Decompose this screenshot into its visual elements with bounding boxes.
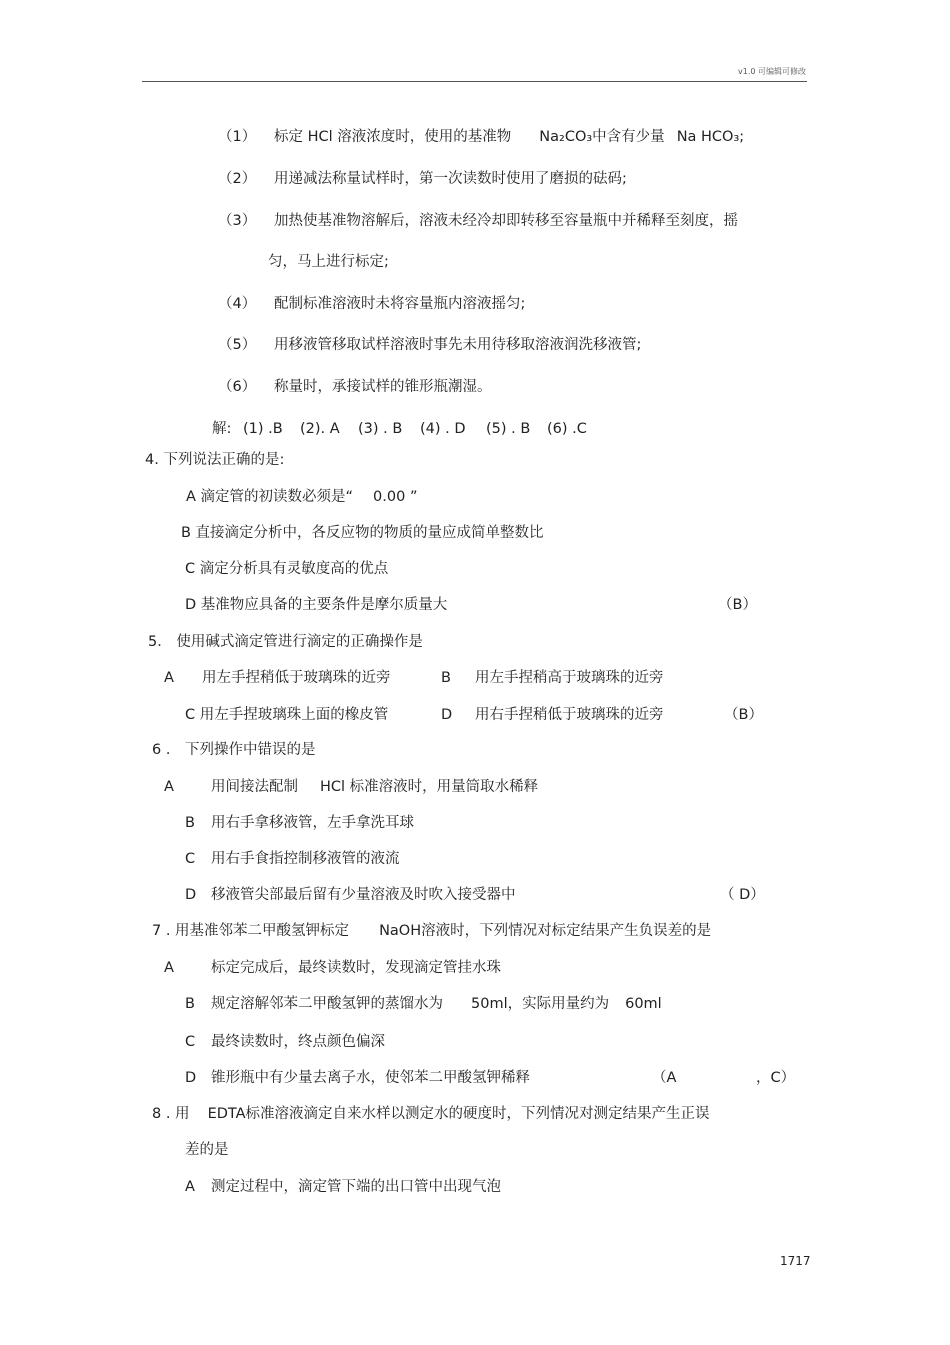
option-letter: D — [441, 707, 453, 723]
question-7-option-c: 最终读数时，终点颜色偏深 — [211, 1034, 385, 1050]
option-text: 50ml，实际用量约为 — [471, 996, 610, 1012]
question-5-stem: 5． 使用碱式滴定管进行滴定的正确操作是 — [148, 634, 423, 650]
solution-answer: (1) .B — [243, 421, 283, 437]
sub-item-text: 加热使基准物溶解后，溶液未经冷却即转移至容量瓶中并稀释至刻度，摇 — [274, 213, 738, 229]
solution-answer: (5) . B — [486, 421, 531, 437]
question-6-answer: （ D） — [720, 887, 765, 903]
sub-item-5 — [218, 336, 641, 354]
option-letter: A — [185, 1179, 195, 1195]
question-7-stem — [152, 922, 711, 940]
question-8-option-a: 测定过程中，滴定管下端的出口管中出现气泡 — [211, 1179, 501, 1195]
option-text: HCl 标准溶液时，用量筒取水稀释 — [320, 779, 539, 795]
question-5-option-c: C 用左手捏玻璃珠上面的橡皮管 — [185, 707, 389, 723]
option-letter: A — [164, 960, 174, 976]
question-8-stem-continued: 差的是 — [185, 1142, 229, 1158]
sub-item-3-continued: 匀，马上进行标定; — [268, 254, 389, 270]
solution-answer: (4) . D — [420, 421, 466, 437]
question-7-option-b — [211, 995, 662, 1013]
stem-text: 7 . 用基准邻苯二甲酸氢钾标定 — [152, 923, 350, 939]
sub-item-text: 用移液管移取试样溶液时事先未用待移取溶液润洗移液管; — [274, 337, 642, 353]
question-6-option-c: 用右手食指控制移液管的液流 — [211, 851, 400, 867]
option-text: 60ml — [625, 996, 662, 1012]
question-6-stem: 6 ． 下列操作中错误的是 — [152, 742, 316, 758]
option-text: 0.00 ” — [373, 489, 418, 505]
solution-label: 解: — [212, 421, 232, 437]
sub-item-text: 配制标准溶液时未将容量瓶内溶液摇匀; — [274, 296, 526, 312]
option-letter: C — [185, 1034, 196, 1050]
question-6-option-b: 用右手拿移液管，左手拿洗耳球 — [211, 815, 414, 831]
sub-item-text: Na₂CO₃中含有少量 — [539, 129, 665, 145]
stem-text: EDTA标准溶液滴定自来水样以测定水的硬度时，下列情况对测定结果产生正误 — [207, 1106, 710, 1122]
question-5-option-d: 用右手捏稍低于玻璃珠的近旁 — [475, 707, 664, 723]
sub-item-2 — [218, 170, 627, 188]
stem-text: NaOH溶液时，下列情况对标定结果产生负误差的是 — [379, 923, 712, 939]
sub-item-text: Na HCO₃; — [676, 129, 745, 145]
option-letter: D — [185, 1070, 197, 1086]
question-8-stem — [152, 1105, 710, 1123]
sub-item-number: （2） — [218, 171, 257, 187]
question-7-answer-c: ，C） — [756, 1070, 796, 1086]
option-text: 用间接法配制 — [211, 779, 298, 795]
option-letter: B — [185, 815, 195, 831]
solution-answer: (3) . B — [358, 421, 403, 437]
question-7-answer-a: （A — [652, 1070, 677, 1086]
option-letter: B — [441, 670, 451, 686]
sub-item-text: 称量时，承接试样的锥形瓶潮湿。 — [274, 379, 492, 395]
sub-item-1 — [218, 128, 744, 146]
question-7-option-a: 标定完成后，最终读数时，发现滴定管挂水珠 — [211, 960, 501, 976]
sub-item-6 — [218, 378, 492, 396]
question-5-answer: （B） — [724, 707, 763, 723]
question-6-option-d: 移液管尖部最后留有少量溶液及时吹入接受器中 — [211, 887, 516, 903]
question-4-stem: 4. 下列说法正确的是: — [145, 452, 285, 468]
sub-item-3 — [218, 212, 738, 230]
option-text: 规定溶解邻苯二甲酸氢钾的蒸馏水为 — [211, 996, 443, 1012]
question-5-option-a: 用左手捏稍低于玻璃珠的近旁 — [202, 670, 391, 686]
sub-item-number: （3） — [218, 213, 257, 229]
stem-text: 8 . 用 — [152, 1106, 190, 1122]
question-4-option-a — [186, 488, 417, 506]
header-divider — [142, 81, 807, 82]
option-letter: A — [164, 779, 174, 795]
solution-answer: (6) .C — [547, 421, 587, 437]
question-4-option-c: C 滴定分析具有灵敏度高的优点 — [185, 561, 389, 577]
page-header: v1.0 可编辑可修改 — [738, 67, 806, 76]
sub-item-text: 标定 HCl 溶液浓度时，使用的基准物 — [274, 129, 512, 145]
sub-item-text: 用递减法称量试样时，第一次读数时使用了磨损的砝码; — [274, 171, 627, 187]
sub-item-number: （6） — [218, 379, 257, 395]
option-letter: D — [185, 887, 197, 903]
sub-item-number: （5） — [218, 337, 257, 353]
question-5-option-b: 用左手捏稍高于玻璃珠的近旁 — [475, 670, 664, 686]
option-letter: A — [164, 670, 174, 686]
page-number: 1717 — [780, 1254, 811, 1268]
sub-item-4 — [218, 295, 525, 313]
solution-answer: (2). A — [300, 421, 340, 437]
option-letter: B — [185, 996, 195, 1012]
question-4-option-b: B 直接滴定分析中，各反应物的物质的量应成简单整数比 — [181, 525, 544, 541]
option-text: A 滴定管的初读数必须是“ — [186, 489, 354, 505]
question-4-option-d: D 基准物应具备的主要条件是摩尔质量大 — [185, 597, 448, 613]
sub-item-number: （1） — [218, 129, 257, 145]
question-6-option-a — [211, 778, 538, 796]
question-4-answer: （B） — [718, 597, 757, 613]
option-letter: C — [185, 851, 196, 867]
sub-item-number: （4） — [218, 296, 257, 312]
question-7-option-d: 锥形瓶中有少量去离子水，使邻苯二甲酸氢钾稀释 — [211, 1070, 530, 1086]
